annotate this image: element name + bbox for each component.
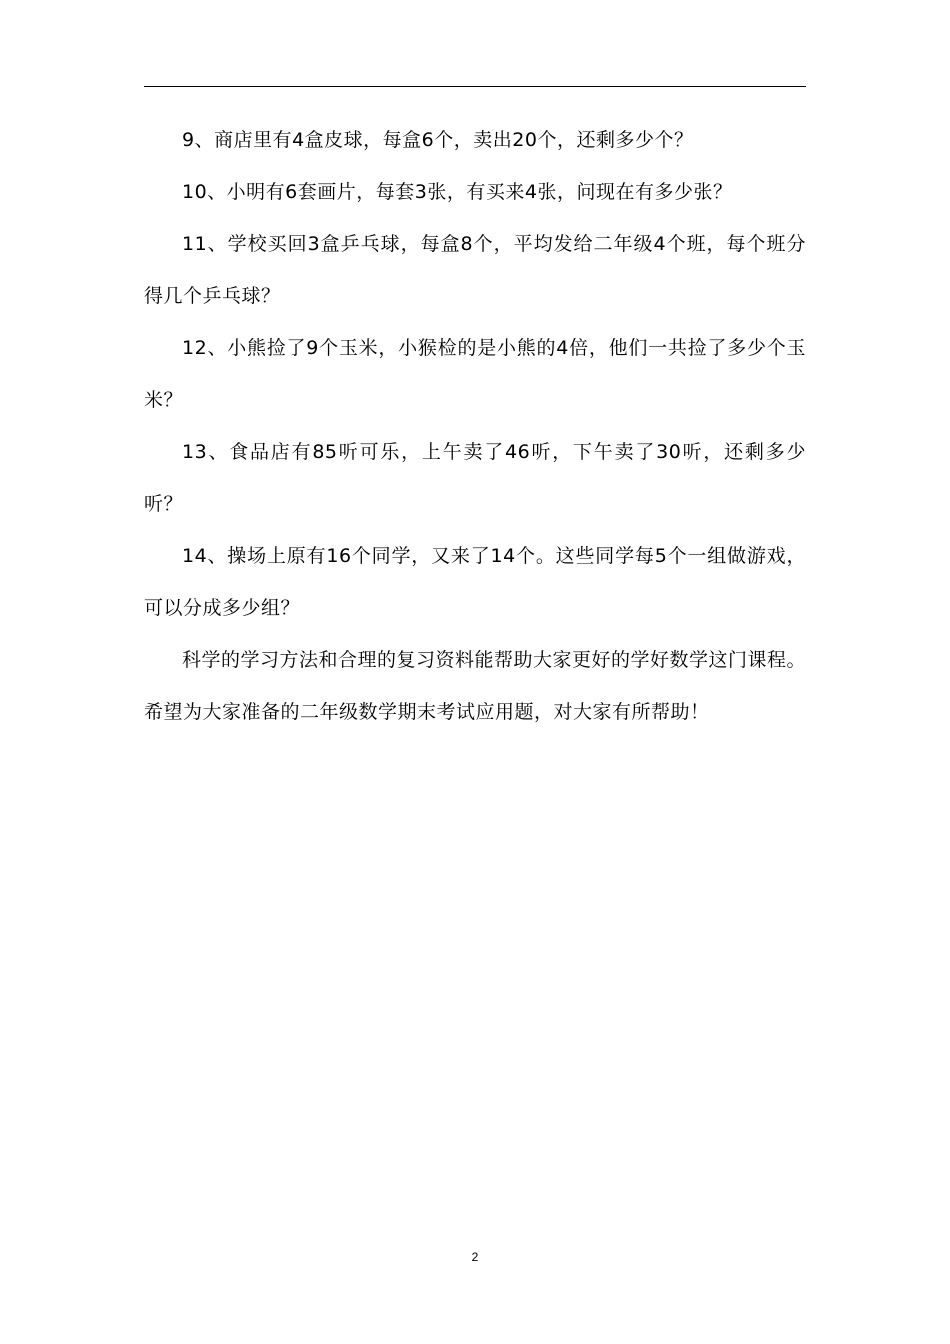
document-body — [144, 114, 806, 738]
question-9: 9、商店里有4盒皮球，每盒6个，卖出20个，还剩多少个？ — [182, 129, 694, 151]
question-11: 11、学校买回3盒乒乓球，每盒8个，平均发给二年级4个班，每个班分得几个乒乓球？ — [144, 233, 806, 307]
closing-paragraph: 科学的学习方法和合理的复习资料能帮助大家更好的学好数学这门课程。希望为大家准备的二年级数学期末考试应用题，对大家有所帮助！ — [144, 649, 807, 723]
page-number: 2 — [471, 1250, 479, 1264]
question-13: 13、食品店有85听可乐，上午卖了46听，下午卖了30听，还剩多少听？ — [144, 441, 806, 515]
question-10: 10、小明有6套画片，每套3张，有买来4张，问现在有多少张？ — [182, 181, 733, 203]
header-rule — [144, 86, 806, 87]
question-14: 14、操场上原有16个同学，又来了14个。这些同学每5个一组做游戏，可以分成多少组？ — [144, 545, 806, 619]
question-12: 12、小熊捡了9个玉米，小猴检的是小熊的4倍，他们一共捡了多少个玉米？ — [144, 337, 806, 411]
